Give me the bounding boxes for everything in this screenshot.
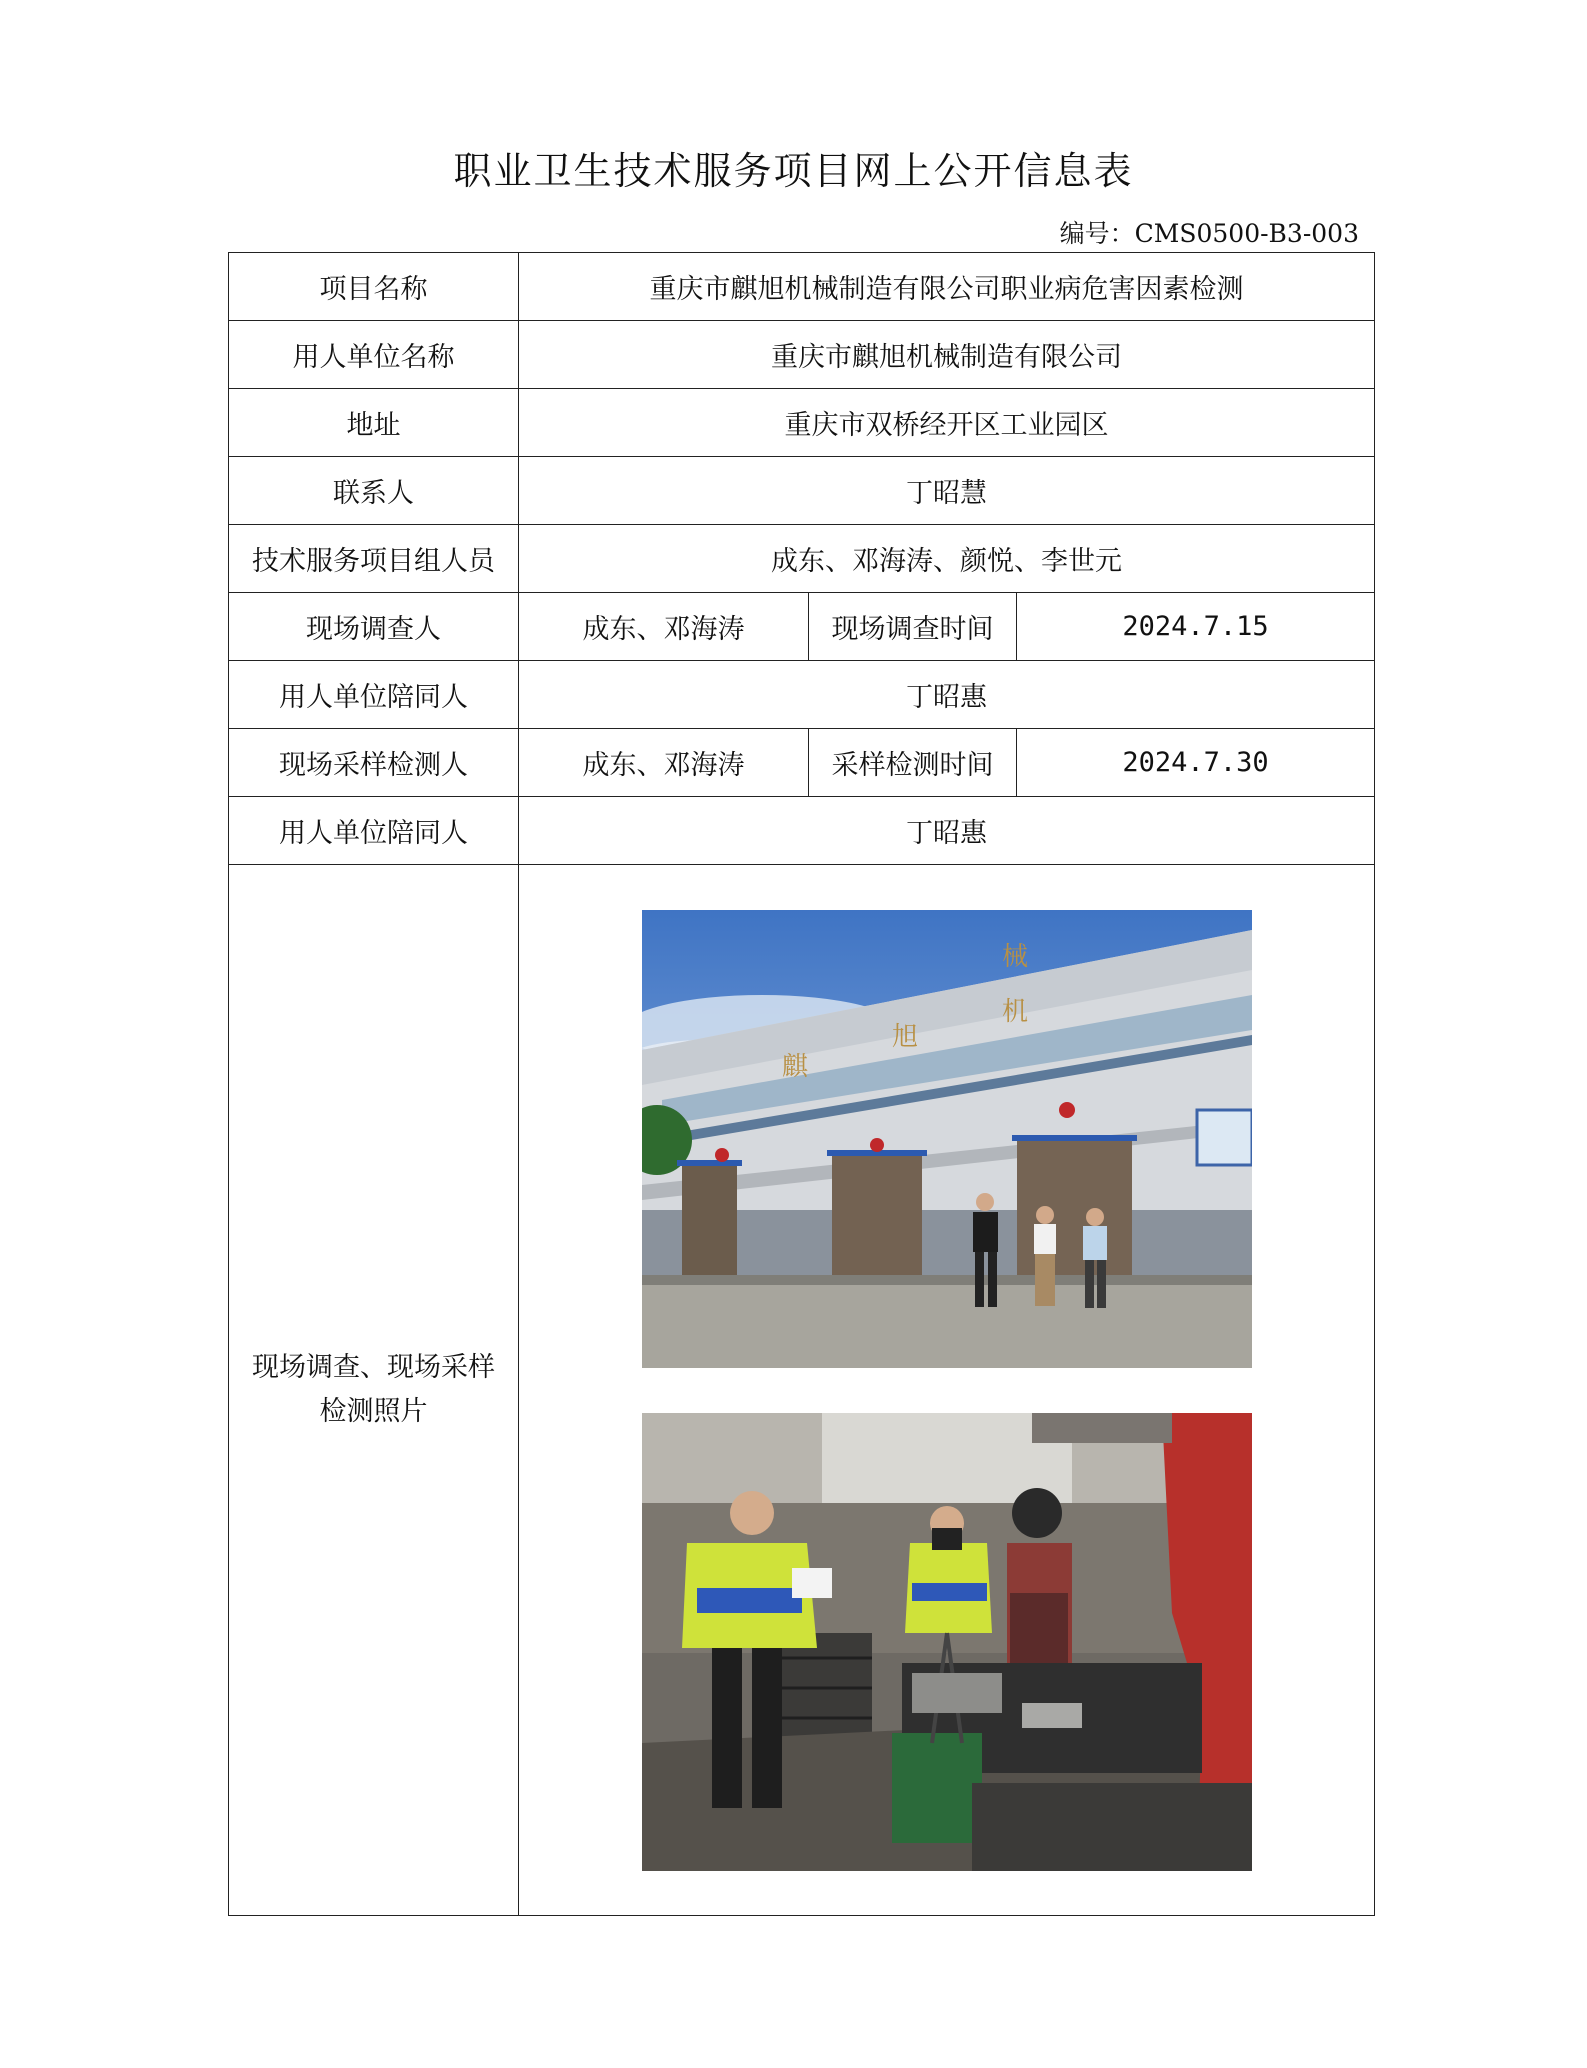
survey-escort-label: 用人单位陪同人 <box>229 661 519 729</box>
table-row <box>229 797 1375 865</box>
team-value: 成东、邓海涛、颜悦、李世元 <box>519 525 1375 593</box>
sign-char: 械 <box>1001 941 1028 972</box>
sign-char: 旭 <box>891 1021 918 1052</box>
project-name-value: 重庆市麒旭机械制造有限公司职业病危害因素检测 <box>519 253 1375 321</box>
table-row <box>229 593 1375 661</box>
survey-time-value: 2024.7.15 <box>1017 593 1375 661</box>
project-name-label: 项目名称 <box>229 253 519 321</box>
factory-exterior-photo <box>642 910 1252 1368</box>
sampling-time-label: 采样检测时间 <box>809 729 1017 797</box>
table-row <box>229 729 1375 797</box>
contact-label: 联系人 <box>229 457 519 525</box>
address-value: 重庆市双桥经开区工业园区 <box>519 389 1375 457</box>
table-row <box>229 321 1375 389</box>
sampling-escort-value: 丁昭惠 <box>519 797 1375 865</box>
table-row <box>229 253 1375 321</box>
table-row <box>229 525 1375 593</box>
photos-label: 现场调查、现场采样检测照片 <box>229 865 519 1916</box>
sign-char: 机 <box>1001 996 1028 1027</box>
survey-escort-value: 丁昭惠 <box>519 661 1375 729</box>
sampling-escort-label: 用人单位陪同人 <box>229 797 519 865</box>
survey-label: 现场调查人 <box>229 593 519 661</box>
survey-time-label: 现场调查时间 <box>809 593 1017 661</box>
table-row <box>229 389 1375 457</box>
sampling-time-value: 2024.7.30 <box>1017 729 1375 797</box>
info-table <box>228 252 1375 1916</box>
page-title: 职业卫生技术服务项目网上公开信息表 <box>453 149 1134 193</box>
survey-value: 成东、邓海涛 <box>519 593 809 661</box>
team-label: 技术服务项目组人员 <box>229 525 519 593</box>
employer-value: 重庆市麒旭机械制造有限公司 <box>519 321 1375 389</box>
address-label: 地址 <box>229 389 519 457</box>
workshop-sampling-photo <box>642 1413 1252 1871</box>
document-number: 编号：CMS0500-B3-003 <box>1059 219 1359 248</box>
table-row <box>229 865 1375 1916</box>
sampling-value: 成东、邓海涛 <box>519 729 809 797</box>
sign-char: 麒 <box>781 1051 808 1082</box>
table-row <box>229 661 1375 729</box>
table-row <box>229 457 1375 525</box>
employer-label: 用人单位名称 <box>229 321 519 389</box>
sampling-label: 现场采样检测人 <box>229 729 519 797</box>
photos-cell <box>519 865 1375 1916</box>
contact-value: 丁昭慧 <box>519 457 1375 525</box>
